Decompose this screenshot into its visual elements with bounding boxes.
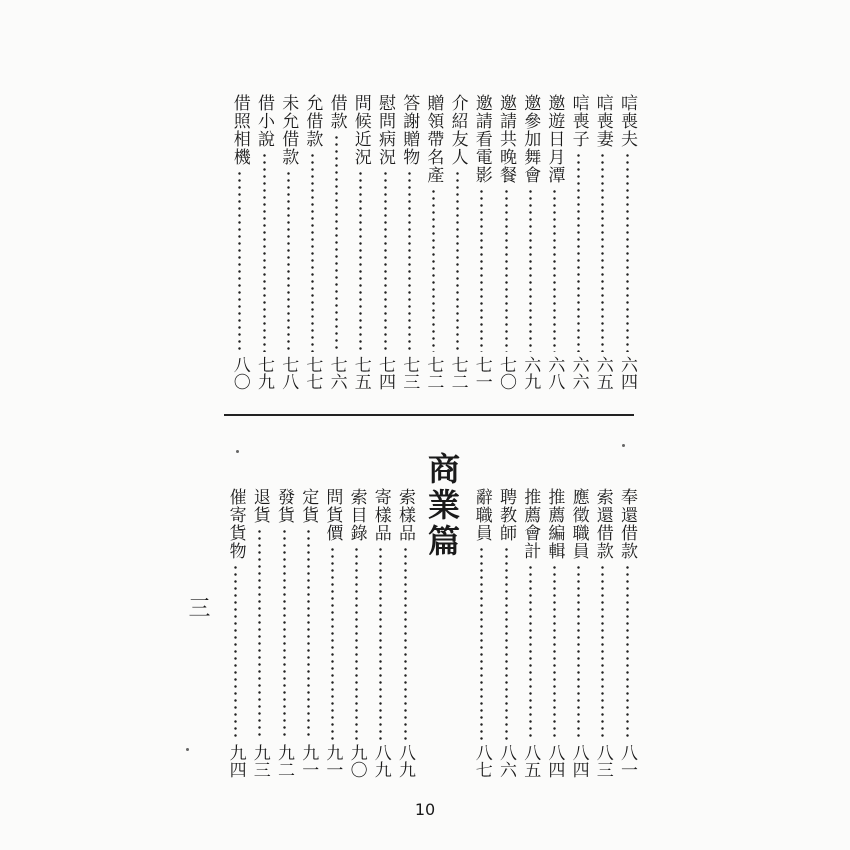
toc-entry	[566, 94, 592, 390]
toc-entry-page: 八四	[568, 744, 589, 778]
toc-entry-title: 問貨價	[322, 488, 343, 542]
toc-entry-page: 七二	[447, 356, 468, 390]
toc-entry	[469, 488, 495, 778]
toc-entry-title: 索目錄	[346, 488, 367, 542]
leader-dots	[384, 170, 387, 352]
toc-entry-page: 六六	[568, 356, 589, 390]
toc-entry	[319, 488, 345, 778]
toc-entry-title: 唁喪夫	[617, 94, 637, 148]
leader-dots	[307, 528, 310, 740]
toc-entry-title: 邀參加舞會	[520, 94, 541, 184]
leader-dots	[287, 170, 290, 352]
toc-entry-title: 唁喪妻	[592, 94, 613, 148]
toc-entry-page: 八五	[520, 744, 541, 778]
toc-entry-title: 贈領帶名產	[423, 94, 444, 184]
toc-entry	[469, 94, 495, 390]
leader-dots	[331, 546, 334, 740]
print-speck	[622, 444, 625, 447]
toc-entry	[295, 488, 321, 778]
leader-dots	[601, 564, 604, 740]
leader-dots	[505, 188, 508, 352]
toc-entry-title: 慰問病況	[375, 94, 395, 166]
leader-dots	[335, 134, 338, 352]
toc-entry	[590, 94, 616, 390]
toc-entry	[445, 94, 471, 390]
toc-entry-title: 推薦會計	[520, 488, 541, 560]
toc-entry-page: 九〇	[346, 744, 367, 778]
leader-dots	[404, 546, 407, 740]
toc-entry-title: 允借款	[302, 94, 323, 148]
toc-entry-page: 八九	[395, 744, 415, 778]
toc-entry	[299, 94, 325, 390]
toc-entry-page: 九三	[249, 744, 270, 778]
toc-entry-page: 八六	[496, 744, 516, 778]
toc-entry	[344, 488, 370, 778]
toc-entry-page: 七六	[326, 356, 347, 390]
toc-entry-title: 退貨	[249, 488, 270, 524]
leader-dots	[480, 546, 483, 740]
toc-entry	[227, 94, 253, 390]
toc-entry-page: 七一	[471, 356, 492, 390]
toc-entry-page: 八四	[544, 744, 565, 778]
leader-dots	[258, 528, 261, 740]
side-folio: 三	[185, 596, 210, 618]
leader-dots	[601, 152, 604, 352]
toc-entry	[392, 488, 418, 778]
leader-dots	[238, 170, 241, 352]
toc-entry	[614, 94, 640, 390]
toc-entry	[372, 94, 398, 390]
toc-entry-page: 六四	[617, 356, 637, 390]
toc-entry	[324, 94, 350, 390]
toc-entry-title: 答謝贈物	[399, 94, 420, 166]
leader-dots	[529, 564, 532, 740]
toc-entry-title: 奉還借款	[617, 488, 637, 560]
section-divider	[224, 414, 634, 416]
toc-entry-title: 索樣品	[395, 488, 415, 542]
toc-entry-page: 七二	[423, 356, 444, 390]
toc-entry-title: 唁喪子	[568, 94, 589, 148]
toc-entry-page: 九二	[274, 744, 294, 778]
leader-dots	[379, 546, 382, 740]
leader-dots	[577, 564, 580, 740]
toc-entry-title: 借款	[326, 94, 347, 130]
toc-entry-title: 介紹友人	[447, 94, 468, 166]
toc-entry-page: 七〇	[496, 356, 516, 390]
section-title: 商業篇	[423, 452, 461, 560]
toc-entry-page: 七七	[302, 356, 323, 390]
toc-entry-title: 邀請看電影	[471, 94, 492, 184]
toc-entry	[517, 488, 543, 778]
toc-entry-page: 九四	[225, 744, 246, 778]
toc-entry	[396, 94, 422, 390]
toc-entry-title: 辭職員	[471, 488, 492, 542]
toc-entry	[420, 94, 446, 390]
leader-dots	[355, 546, 358, 740]
toc-entry-page: 七九	[254, 356, 274, 390]
toc-entry-title: 聘教師	[496, 488, 516, 542]
toc-entry	[275, 94, 301, 390]
print-speck	[186, 748, 189, 751]
toc-entry-page: 九一	[322, 744, 343, 778]
leader-dots	[626, 564, 629, 740]
leader-dots	[505, 546, 508, 740]
toc-entry-title: 催寄貨物	[225, 488, 246, 560]
toc-entry-page: 八三	[592, 744, 613, 778]
toc-entry-title: 寄樣品	[370, 488, 391, 542]
toc-entry-page: 八〇	[229, 356, 250, 390]
toc-entry-page: 六八	[544, 356, 565, 390]
toc-entry-page: 九一	[298, 744, 319, 778]
leader-dots	[626, 152, 629, 352]
print-speck	[236, 450, 239, 453]
toc-entry-page: 八九	[370, 744, 391, 778]
toc-entry-page: 七四	[375, 356, 395, 390]
toc-entry-title: 問候近況	[350, 94, 371, 166]
toc-entry	[541, 488, 567, 778]
toc-entry-page: 八一	[617, 744, 637, 778]
toc-entry	[566, 488, 592, 778]
leader-dots	[283, 528, 286, 740]
leader-dots	[432, 188, 435, 352]
toc-entry-title: 定貨	[298, 488, 319, 524]
toc-entry-title: 未允借款	[278, 94, 299, 166]
toc-entry-page: 七五	[350, 356, 371, 390]
toc-entry-title: 推薦編輯	[544, 488, 565, 560]
toc-entry	[271, 488, 297, 778]
leader-dots	[311, 152, 314, 352]
leader-dots	[480, 188, 483, 352]
leader-dots	[577, 152, 580, 352]
toc-entry	[223, 488, 249, 778]
leader-dots	[456, 170, 459, 352]
toc-entry	[541, 94, 567, 390]
toc-entry-title: 發貨	[274, 488, 294, 524]
leader-dots	[553, 564, 556, 740]
toc-entry	[368, 488, 394, 778]
toc-entry-page: 七八	[278, 356, 299, 390]
toc-entry-title: 邀遊日月潭	[544, 94, 565, 184]
toc-entry	[493, 94, 519, 390]
page-number: 10	[414, 800, 436, 819]
toc-entry-title: 借小說	[254, 94, 274, 148]
leader-dots	[553, 188, 556, 352]
toc-entry-page: 六九	[520, 356, 541, 390]
toc-entry-page: 六五	[592, 356, 613, 390]
toc-entry	[590, 488, 616, 778]
toc-entry-page: 八七	[471, 744, 492, 778]
leader-dots	[529, 188, 532, 352]
leader-dots	[359, 170, 362, 352]
toc-entry	[517, 94, 543, 390]
leader-dots	[263, 152, 266, 352]
leader-dots	[234, 564, 237, 740]
toc-entry	[251, 94, 277, 390]
toc-entry	[348, 94, 374, 390]
toc-entry-title: 應徵職員	[568, 488, 589, 560]
toc-entry-title: 邀請共晚餐	[496, 94, 516, 184]
toc-entry	[247, 488, 273, 778]
toc-entry-title: 索還借款	[592, 488, 613, 560]
leader-dots	[408, 170, 411, 352]
toc-entry-title: 借照相機	[229, 94, 250, 166]
toc-entry	[493, 488, 519, 778]
toc-entry	[614, 488, 640, 778]
toc-entry-page: 七三	[399, 356, 420, 390]
